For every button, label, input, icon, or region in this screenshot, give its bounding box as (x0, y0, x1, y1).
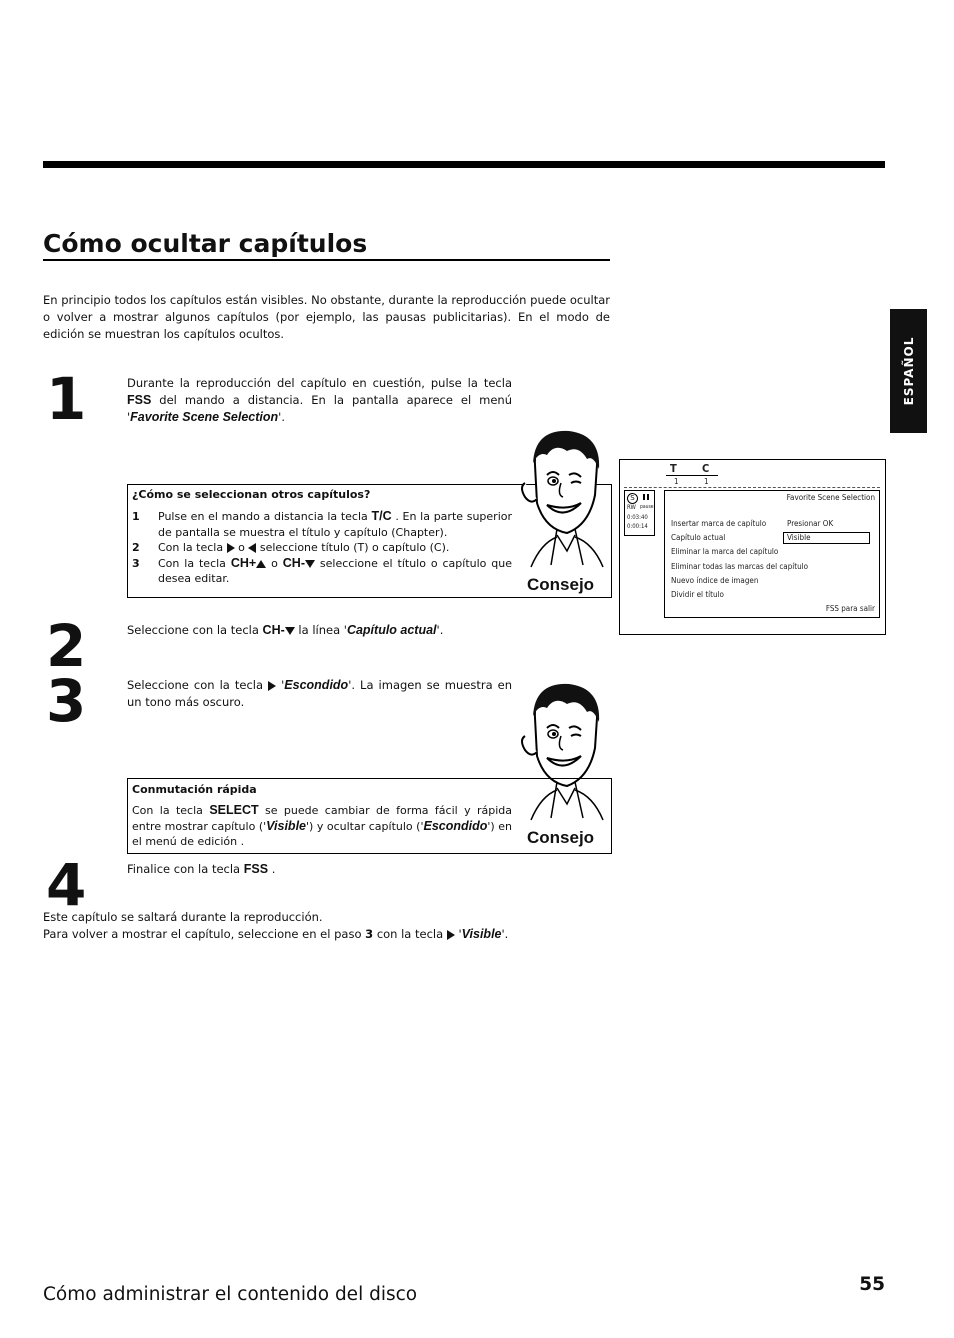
closing-line-1: Este capítulo se saltará durante la reproducción. (43, 910, 323, 924)
step-2-text: Seleccione con la tecla CH- la línea 'Capítulo actual'. (127, 623, 444, 637)
tip-1-list (132, 509, 512, 587)
mascot-illustration (517, 425, 609, 570)
arrow-right-icon (268, 681, 276, 691)
closing-line-2: Para volver a mostrar el capítulo, seleccione en el paso 3 con la tecla 'Visible'. (43, 927, 509, 941)
top-rule (43, 161, 885, 168)
screen-value-c: 1 (704, 477, 709, 486)
closing-text (43, 909, 643, 943)
menu-row-label[interactable]: Eliminar la marca del capítulo (671, 547, 779, 556)
list-item: 3 Con la tecla CH+ o CH- seleccione el título o capítulo que desea editar. (132, 555, 513, 585)
footer-section-title: Cómo administrar el contenido del disco (43, 1284, 418, 1305)
menu-row-label[interactable]: Insertar marca de capítulo (671, 519, 767, 528)
menu-row-value: Presionar OK (787, 519, 834, 528)
key-fss: FSS (243, 862, 269, 876)
screen-value-t: 1 (674, 477, 679, 486)
step-number-4: 4 (46, 851, 87, 919)
list-item: 2 Con la tecla o seleccione título (T) o capítulo (C). (132, 541, 450, 554)
time-elapsed: 0:03:40 (627, 514, 648, 521)
menu-row-value-selected[interactable]: Visible (783, 532, 870, 544)
menu-row-label[interactable]: Nuevo índice de imagen (671, 576, 759, 585)
step-4-text: Finalice con la tecla FSS . (127, 862, 276, 876)
arrow-left-icon (248, 543, 256, 553)
step-3-text: Seleccione con la tecla 'Escondido'. La imagen se muestra en un tono más oscuro. (127, 678, 513, 709)
menu-title: Favorite Scene Selection (786, 493, 875, 502)
key-ch-minus: CH- (262, 623, 285, 637)
status-disc: RW (627, 504, 636, 511)
page-number: 55 (859, 1274, 885, 1295)
step-number-3: 3 (46, 667, 87, 735)
tip-1-title: ¿Cómo se seleccionan otros capítulos? (132, 488, 371, 501)
tip-2-title: Conmutación rápida (132, 783, 257, 796)
tip-2-text: Con la tecla SELECT se puede cambiar de forma fácil y rápida entre mostrar capítulo ('Visible') y ocultar capítulo ('Escondido') en el menú de edición . (132, 803, 513, 848)
arrow-up-icon (256, 560, 266, 568)
key-ch-minus: CH- (282, 555, 305, 570)
arrow-down-icon (305, 560, 315, 568)
step-number-1: 1 (46, 365, 87, 433)
time-chapter: 0:00:14 (627, 523, 648, 530)
exit-hint: FSS para salir (825, 604, 875, 613)
consejo-label: Consejo (527, 575, 595, 594)
language-tab (890, 309, 927, 433)
menu-row-label[interactable]: Capítulo actual (671, 533, 726, 542)
status-panel (624, 490, 655, 536)
key-tc: T/C (371, 509, 392, 523)
key-select: SELECT (209, 803, 259, 817)
key-fss: FSS (127, 393, 152, 407)
screen-header-rule (666, 475, 718, 476)
menu-row-label[interactable]: Dividir el título (671, 590, 724, 599)
step-1-text: Durante la reproducción del capítulo en cuestión, pulse la tecla FSS del mando a distancia. En la pantalla aparece el menú 'Favorite Scene Selection'. (127, 376, 513, 424)
intro-paragraph: En principio todos los capítulos están visibles. No obstante, durante la reproducción puede ocultar o volver a mostrar algunos capítulos (por ejemplo, las pausas publicitarias). En el modo de edición se muestran los capítulos ocultos. (43, 293, 610, 341)
screen-header-t: T (670, 462, 677, 475)
disc-icon: S (627, 493, 638, 504)
key-ch-plus: CH+ (230, 555, 257, 570)
page-title: Cómo ocultar capítulos (43, 229, 610, 261)
pause-icon (643, 494, 645, 500)
screen-divider (624, 487, 880, 488)
arrow-right-icon (447, 930, 455, 940)
tip-divider (127, 484, 519, 485)
fss-menu (664, 490, 880, 618)
tv-screen-mockup (619, 459, 886, 635)
list-item: 1 Pulse en el mando a distancia la tecla T/C . En la parte superior de pantalla se muestra el título y capítulo (Chapter). (132, 509, 513, 539)
arrow-right-icon (227, 543, 235, 553)
arrow-down-icon (285, 627, 295, 635)
language-tab-label: ESPAÑOL (901, 336, 916, 406)
screen-header-c: C (702, 462, 710, 475)
status-mode: pause (640, 504, 654, 510)
menu-row-label[interactable]: Eliminar todas las marcas del capítulo (671, 562, 809, 571)
consejo-label: Consejo (527, 828, 595, 847)
step-number-2: 2 (46, 612, 87, 680)
